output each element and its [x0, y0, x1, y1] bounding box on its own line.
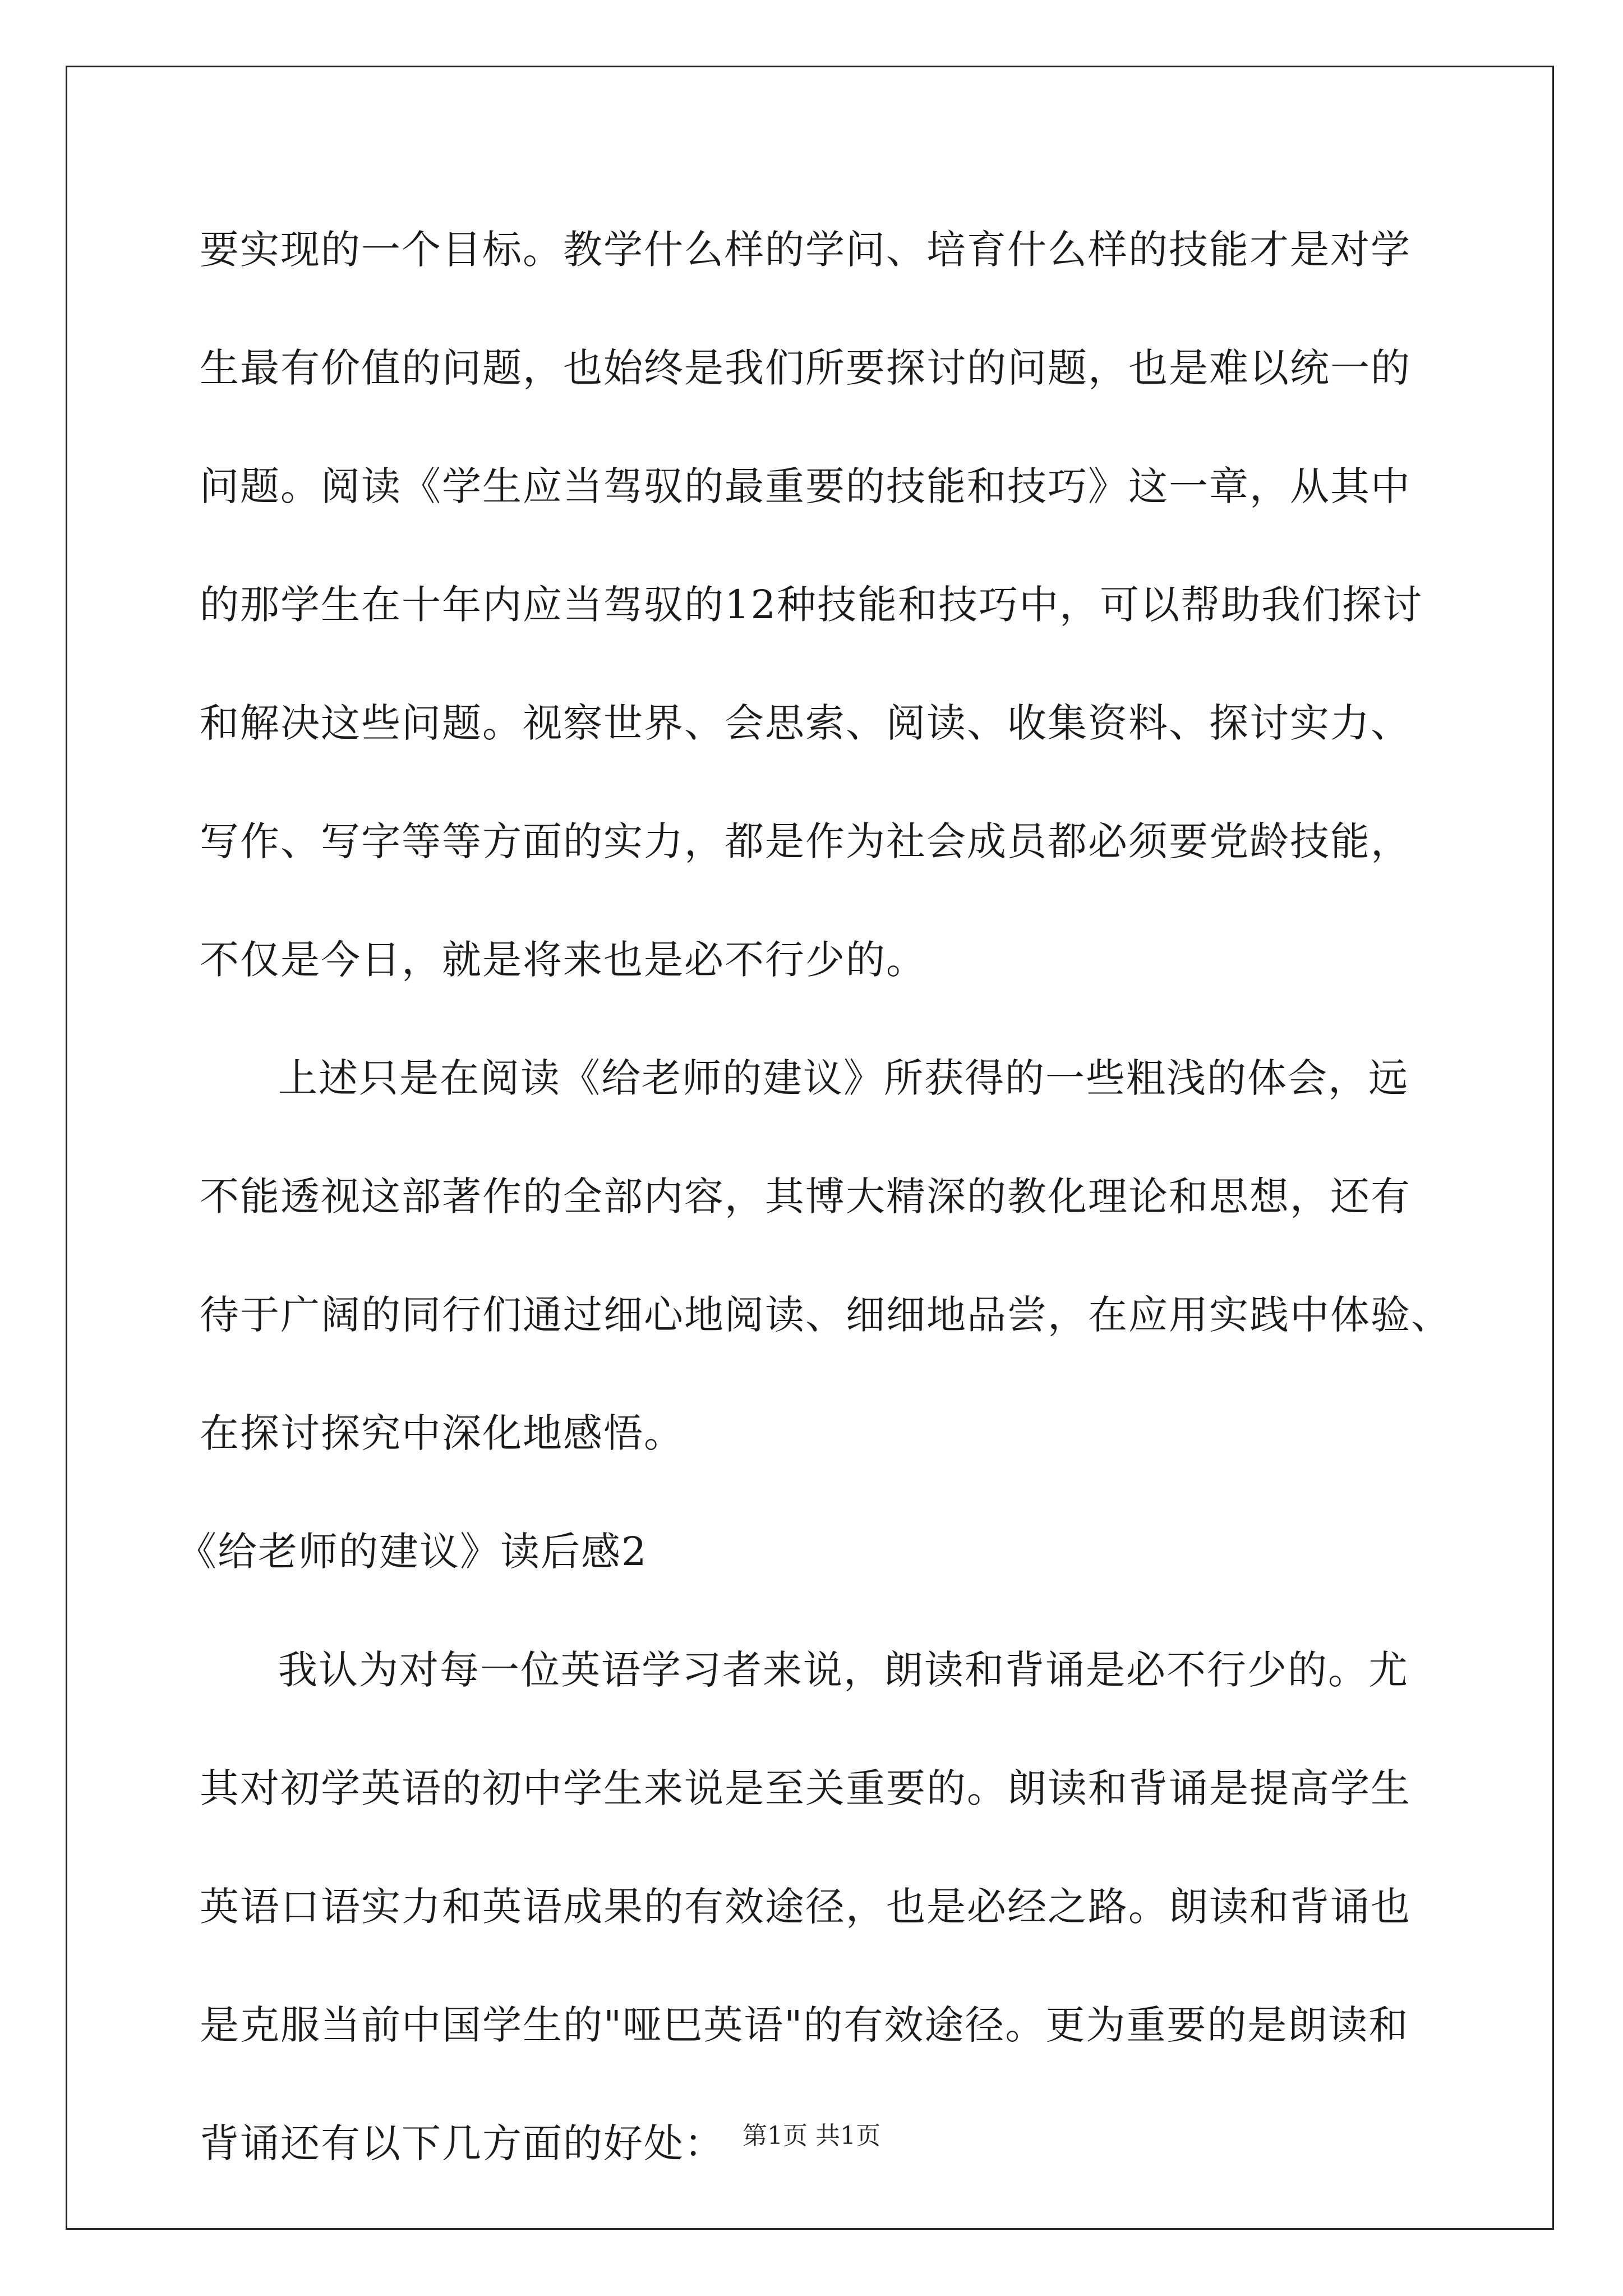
text-line: 待于广阔的同行们通过细心地阅读、细细地品尝，在应用实践中体验、	[200, 1292, 1451, 1338]
text-line: 问题。阅读《学生应当驾驭的最重要的技能和技巧》这一章，从其中	[200, 463, 1411, 509]
text-line: 的那学生在十年内应当驾驭的12种技能和技巧中，可以帮助我们探讨	[200, 582, 1423, 628]
page-number-footer: 第1页 共1页	[743, 2122, 880, 2150]
text-line: 和解决这些问题。视察世界、会思索、阅读、收集资料、探讨实力、	[200, 700, 1411, 746]
text-line: 不能透视这部著作的全部内容，其博大精深的教化理论和思想，还有	[200, 1174, 1411, 1220]
text-line: 其对初学英语的初中学生来说是至关重要的。朗读和背诵是提高学生	[200, 1765, 1411, 1811]
text-line: 背诵还有以下几方面的好处：	[200, 2120, 725, 2166]
paragraph-first-line: 上述只是在阅读《给老师的建议》所获得的一些粗浅的体会，远	[278, 1055, 1409, 1101]
text-line: 是克服当前中国学生的"哑巴英语"的有效途径。更为重要的是朗读和	[200, 2002, 1409, 2048]
text-line: 在探讨探究中深化地感悟。	[200, 1410, 684, 1456]
text-line: 生最有价值的问题，也始终是我们所要探讨的问题，也是难以统一的	[200, 345, 1411, 391]
text-line: 写作、写字等等方面的实力，都是作为社会成员都必须要党龄技能，	[200, 818, 1411, 864]
text-line: 英语口语实力和英语成果的有效途径，也是必经之路。朗读和背诵也	[200, 1884, 1411, 1930]
section-heading: 《给老师的建议》读后感2	[177, 1529, 648, 1575]
paragraph-first-line: 我认为对每一位英语学习者来说，朗读和背诵是必不行少的。尤	[278, 1647, 1409, 1693]
text-line: 要实现的一个目标。教学什么样的学问、培育什么样的技能才是对学	[200, 227, 1411, 273]
text-line: 不仅是今日，就是将来也是必不行少的。	[200, 937, 926, 983]
